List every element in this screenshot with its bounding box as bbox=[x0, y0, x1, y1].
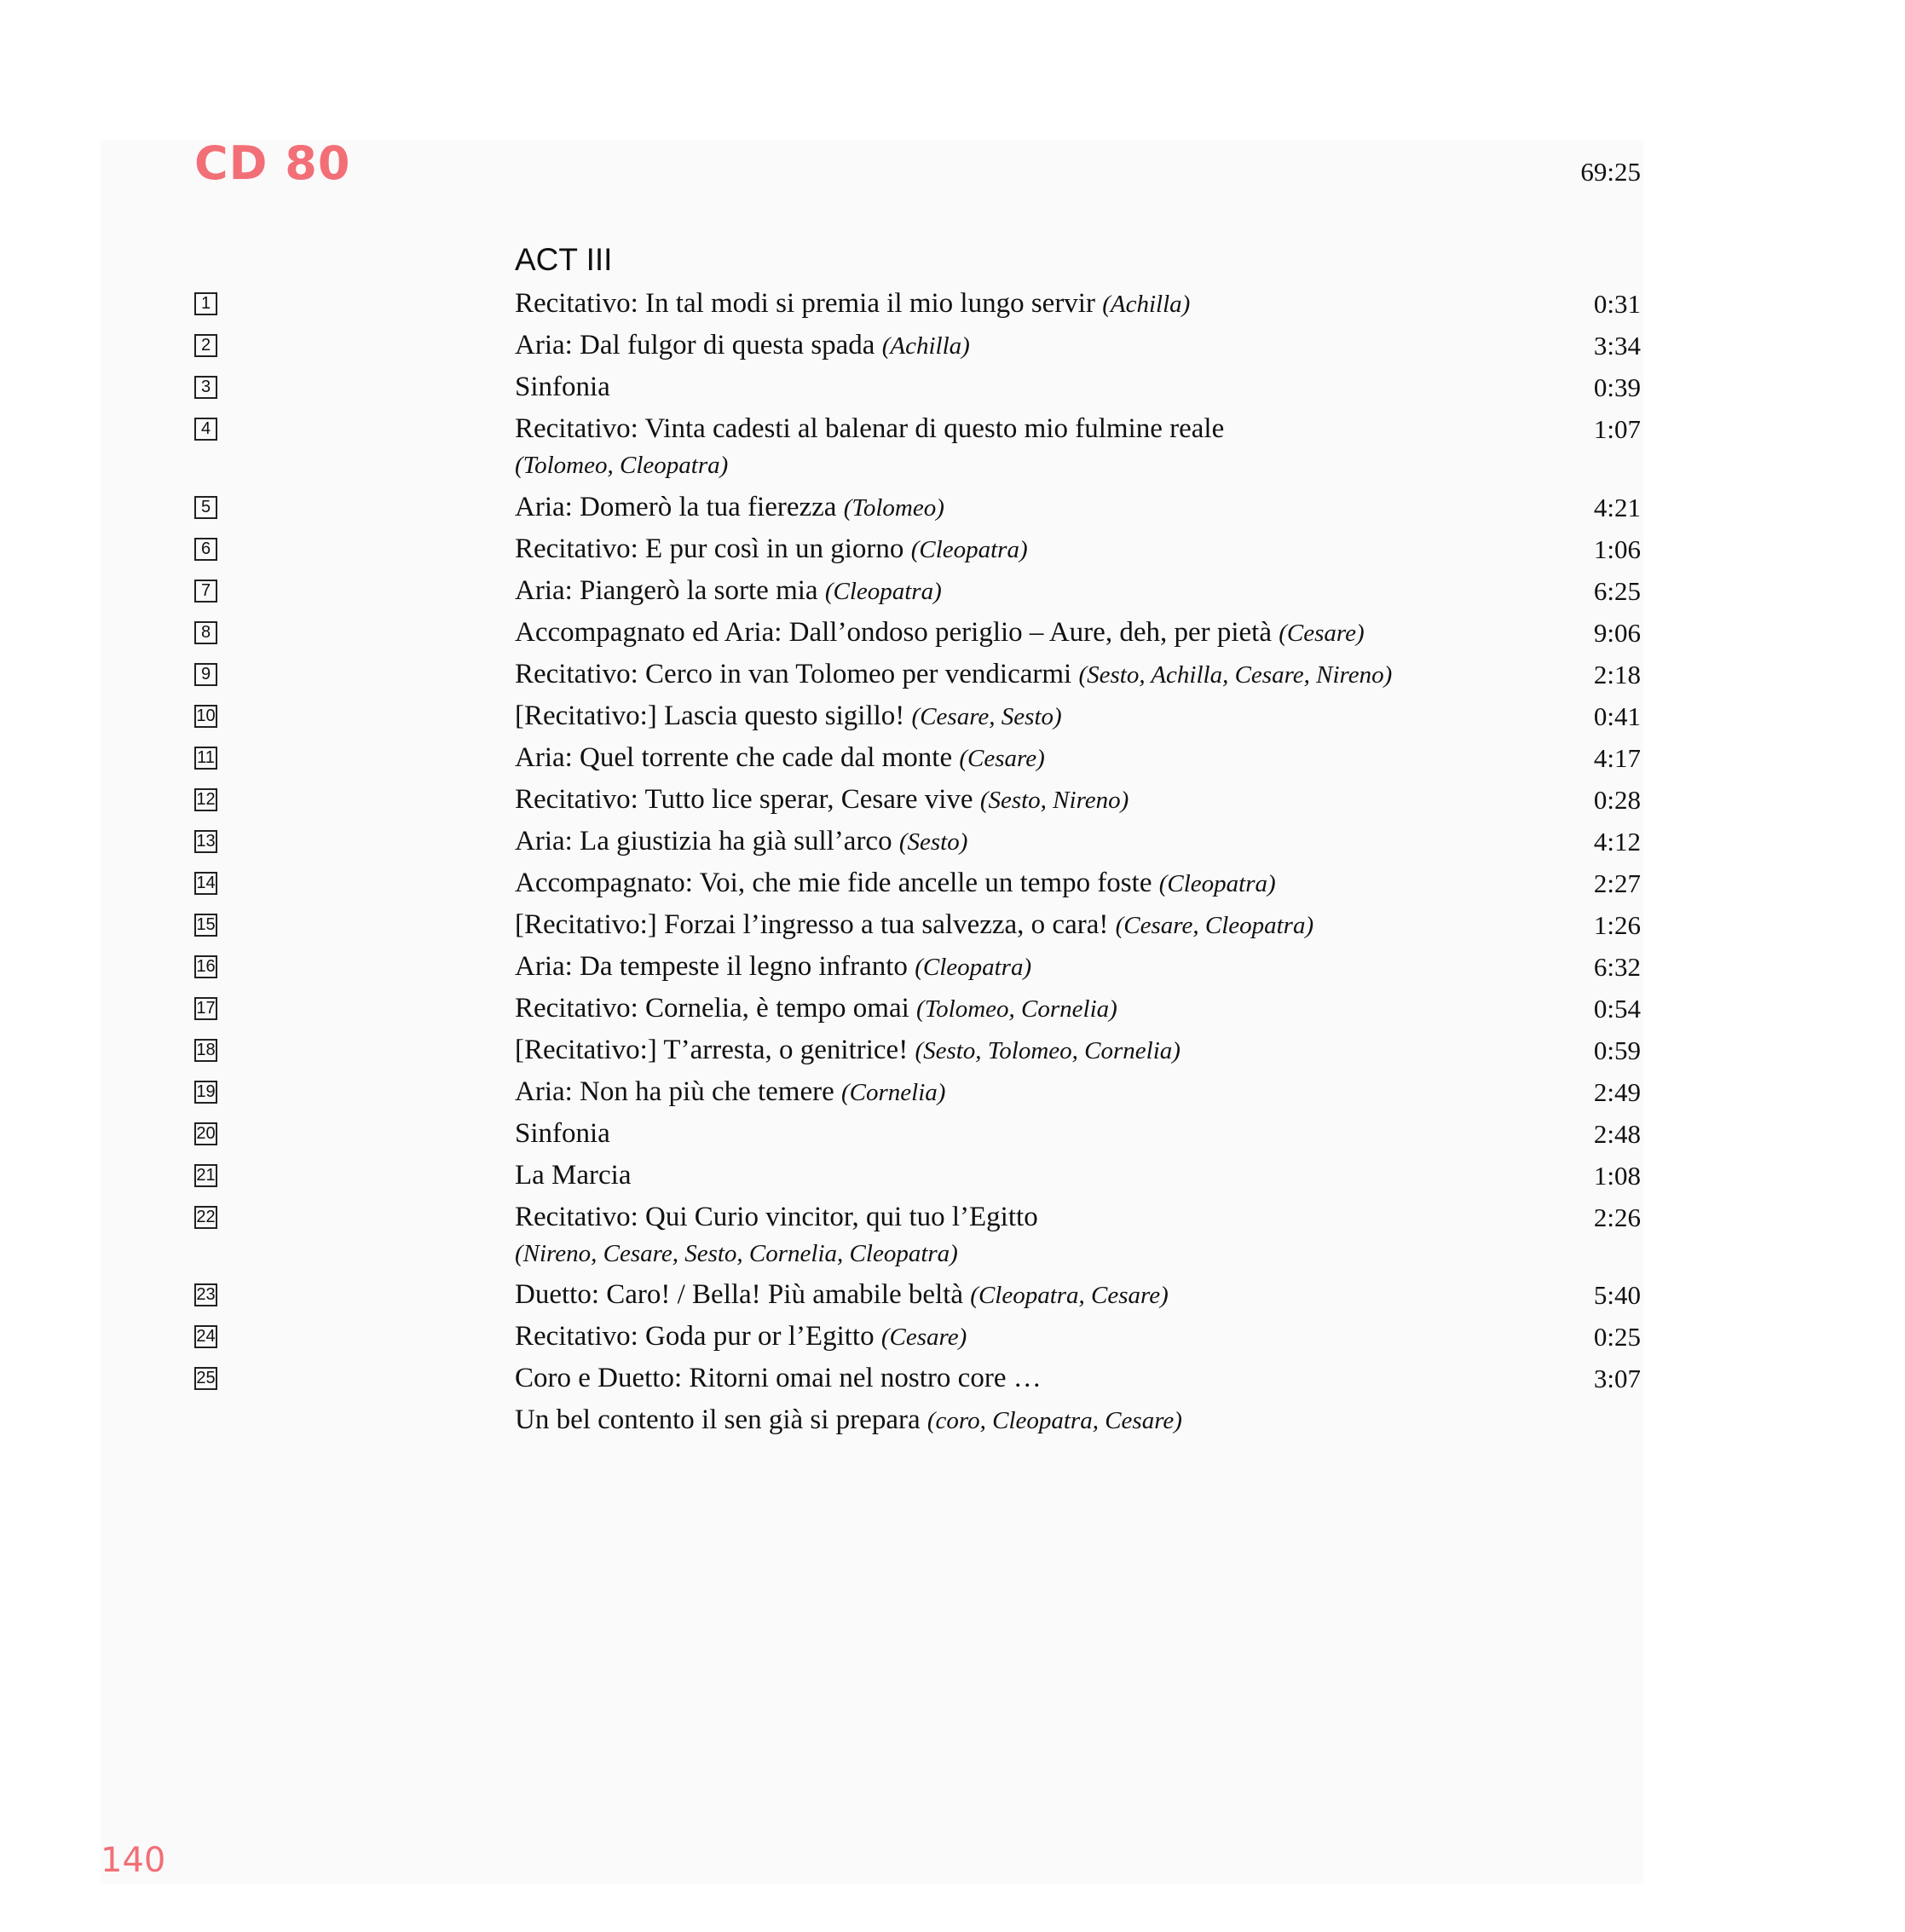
track-number-box: 16 bbox=[194, 955, 217, 978]
track-number-box: 14 bbox=[194, 872, 217, 895]
track-duration: 1:07 bbox=[1593, 414, 1641, 444]
track-duration: 9:06 bbox=[1593, 618, 1641, 648]
track-roles-continued: (Nireno, Cesare, Sesto, Cornelia, Cleopatra) bbox=[515, 1240, 958, 1267]
track-duration: 0:59 bbox=[1593, 1035, 1641, 1065]
track-number-box: 9 bbox=[194, 663, 217, 686]
track-roles: (Cesare) bbox=[1279, 620, 1365, 647]
track-duration: 2:27 bbox=[1593, 868, 1641, 898]
track-roles: (Cleopatra) bbox=[824, 578, 942, 605]
track-roles: (Achilla) bbox=[881, 332, 970, 360]
track-duration: 0:41 bbox=[1593, 701, 1641, 731]
track-title: Aria: Quel torrente che cade dal monte bbox=[515, 742, 953, 773]
track-number-box: 12 bbox=[194, 788, 217, 811]
track-title: Un bel contento il sen già si prepara bbox=[515, 1404, 921, 1435]
track-number-box: 11 bbox=[194, 747, 217, 770]
track-duration: 5:40 bbox=[1593, 1280, 1641, 1310]
track-number-box: 7 bbox=[194, 580, 217, 603]
track-number-box: 21 bbox=[194, 1164, 217, 1187]
track-roles: (coro, Cleopatra, Cesare) bbox=[927, 1407, 1182, 1434]
track-number-box: 5 bbox=[194, 496, 217, 519]
track-duration: 2:49 bbox=[1593, 1077, 1641, 1107]
track-number-box: 13 bbox=[194, 830, 217, 853]
track-number-box: 23 bbox=[194, 1283, 217, 1306]
track-number-box: 6 bbox=[194, 538, 217, 561]
track-roles: (Tolomeo) bbox=[843, 494, 944, 522]
act-heading: ACT III bbox=[515, 242, 613, 277]
track-title: Aria: Piangerò la sorte mia bbox=[515, 575, 818, 606]
track-duration: 4:12 bbox=[1593, 827, 1641, 856]
track-title: Recitativo: Cornelia, è tempo omai bbox=[515, 993, 909, 1024]
track-roles: (Sesto, Nireno) bbox=[979, 787, 1129, 814]
track-roles: (Cleopatra, Cesare) bbox=[970, 1282, 1169, 1309]
track-title: Recitativo: Vinta cadesti al balenar di questo mio fulmine reale bbox=[515, 413, 1225, 444]
cd-heading: CD 80 bbox=[194, 136, 351, 190]
track-title: Sinfonia bbox=[515, 372, 610, 402]
track-title: Aria: Non ha più che temere bbox=[515, 1076, 834, 1107]
track-number-box: 18 bbox=[194, 1039, 217, 1062]
track-number-box: 10 bbox=[194, 705, 217, 728]
track-roles: (Achilla) bbox=[1102, 291, 1191, 318]
track-title: Recitativo: Cerco in van Tolomeo per vendicarmi bbox=[515, 659, 1072, 689]
track-roles: (Cesare, Cleopatra) bbox=[1115, 912, 1314, 939]
total-duration: 69:25 bbox=[1580, 157, 1641, 187]
track-roles: (Tolomeo, Cornelia) bbox=[916, 995, 1117, 1023]
track-title: Aria: La giustizia ha già sull’arco bbox=[515, 826, 892, 856]
track-title: [Recitativo:] Lascia questo sigillo! bbox=[515, 701, 905, 731]
track-title: Recitativo: In tal modi si premia il mio lungo servir bbox=[515, 288, 1095, 319]
track-roles: (Cleopatra) bbox=[915, 954, 1032, 981]
track-number-box: 2 bbox=[194, 334, 217, 357]
track-roles: (Sesto, Tolomeo, Cornelia) bbox=[915, 1037, 1181, 1064]
track-duration: 0:31 bbox=[1593, 289, 1641, 319]
track-duration: 0:25 bbox=[1593, 1322, 1641, 1352]
track-duration: 6:25 bbox=[1593, 576, 1641, 606]
track-duration: 4:21 bbox=[1593, 493, 1641, 522]
track-title: Aria: Da tempeste il legno infranto bbox=[515, 951, 908, 982]
track-title: Accompagnato: Voi, che mie fide ancelle un tempo foste bbox=[515, 868, 1152, 898]
track-roles: (Cesare) bbox=[880, 1324, 967, 1351]
track-roles: (Cleopatra) bbox=[1158, 870, 1276, 897]
track-number-box: 22 bbox=[194, 1206, 217, 1229]
track-number-box: 1 bbox=[194, 292, 217, 315]
track-duration: 2:18 bbox=[1593, 660, 1641, 689]
track-duration: 1:06 bbox=[1593, 534, 1641, 564]
track-roles: (Sesto) bbox=[898, 828, 968, 856]
track-duration: 3:07 bbox=[1593, 1364, 1641, 1393]
track-title: Sinfonia bbox=[515, 1118, 610, 1149]
track-duration: 0:39 bbox=[1593, 372, 1641, 402]
track-duration: 0:54 bbox=[1593, 994, 1641, 1024]
track-title: La Marcia bbox=[515, 1160, 632, 1191]
track-title: Coro e Duetto: Ritorni omai nel nostro core … bbox=[515, 1363, 1042, 1393]
track-roles: (Cesare, Sesto) bbox=[911, 703, 1062, 730]
track-number-box: 15 bbox=[194, 914, 217, 937]
track-title: Aria: Domerò la tua fierezza bbox=[515, 492, 837, 522]
track-title: Recitativo: Qui Curio vincitor, qui tuo l’Egitto bbox=[515, 1202, 1038, 1232]
track-number-box: 25 bbox=[194, 1367, 217, 1390]
track-roles: (Cleopatra) bbox=[910, 536, 1028, 563]
track-title: Duetto: Caro! / Bella! Più amabile beltà bbox=[515, 1279, 964, 1310]
track-title: Recitativo: Goda pur or l’Egitto bbox=[515, 1321, 875, 1352]
track-number-box: 8 bbox=[194, 621, 217, 644]
track-roles: (Cesare) bbox=[959, 745, 1045, 772]
track-title: Recitativo: E pur così in un giorno bbox=[515, 533, 904, 564]
track-duration: 6:32 bbox=[1593, 952, 1641, 982]
track-roles: (Sesto, Achilla, Cesare, Nireno) bbox=[1078, 661, 1393, 689]
track-duration: 2:26 bbox=[1593, 1202, 1641, 1232]
page-number: 140 bbox=[101, 1841, 166, 1880]
track-duration: 1:26 bbox=[1593, 910, 1641, 940]
track-title: Accompagnato ed Aria: Dall’ondoso periglio – Aure, deh, per pietà bbox=[515, 617, 1272, 648]
track-duration: 0:28 bbox=[1593, 785, 1641, 815]
track-title: Aria: Dal fulgor di questa spada bbox=[515, 330, 875, 360]
track-title: [Recitativo:] T’arresta, o genitrice! bbox=[515, 1035, 909, 1065]
track-number-box: 19 bbox=[194, 1081, 217, 1104]
track-number-box: 20 bbox=[194, 1122, 217, 1145]
track-roles-continued: (Tolomeo, Cleopatra) bbox=[515, 452, 729, 479]
track-duration: 1:08 bbox=[1593, 1161, 1641, 1191]
track-number-box: 4 bbox=[194, 418, 217, 441]
track-duration: 4:17 bbox=[1593, 743, 1641, 773]
track-title: Recitativo: Tutto lice sperar, Cesare vive bbox=[515, 784, 973, 815]
track-title: [Recitativo:] Forzai l’ingresso a tua salvezza, o cara! bbox=[515, 909, 1109, 940]
track-duration: 3:34 bbox=[1593, 331, 1641, 360]
track-number-box: 17 bbox=[194, 997, 217, 1020]
track-number-box: 3 bbox=[194, 376, 217, 399]
track-roles: (Cornelia) bbox=[841, 1079, 946, 1106]
track-number-box: 24 bbox=[194, 1325, 217, 1348]
track-duration: 2:48 bbox=[1593, 1119, 1641, 1149]
